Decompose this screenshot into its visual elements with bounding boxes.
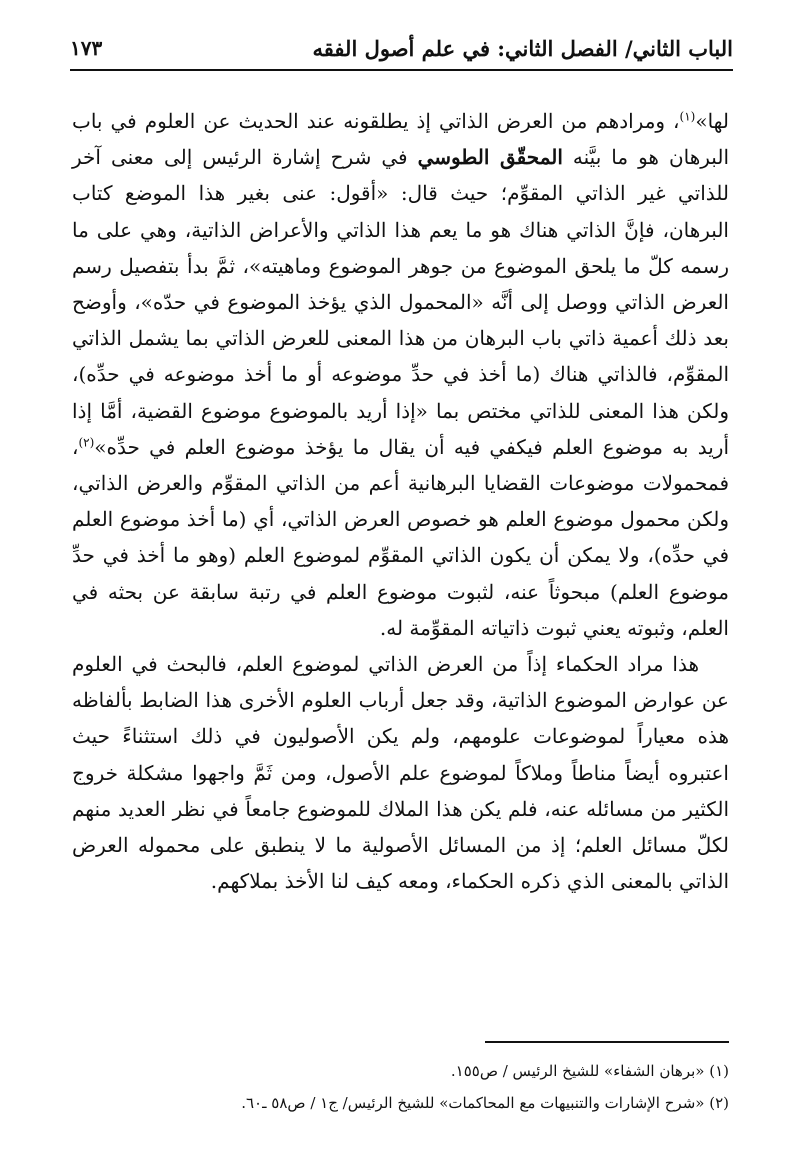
text-segment: ، ومرادهم من العرض الذاتي إذ يطلقونه عند الحديث عن العلوم في باب البرهان هو ما بيَّنه [72,109,729,170]
emphasized-name: المحقّق الطوسي [417,145,563,170]
footnote-2: (٢) «شرح الإشارات والتنبيهات مع المحاكمات» للشيخ الرئيس/ ج١ / ص٥٨ ـ٦٠. [241,1094,729,1112]
paragraph-2: هذا مراد الحكماء إذاً من العرض الذاتي لموضوع العلم، فالبحث في العلوم عن عوارض الموضوع الذاتية، وقد جعل أرباب العلوم الأخرى هذا الضابط بألفاظه هذه معياراً لموضوعات علومهم، ولم يكن الأصوليون في ذلك استثناءً حيث اعتبروه أيضاً مناطاً وملاكاً لموضوع علم الأصول، ومن ثَمَّ واجهوا مشكلة خروج الكثير من مسائله عنه، فلم يكن هذا الملاك للموضوع جامعاً في نظر العديد منهم لكلّ مسائل العلم؛ إذ من المسائل الأصولية ما لا ينطبق على محموله العرض الذاتي بالمعنى الذي ذكره الحكماء، ومعه كيف لنا الأخذ بملاكهم. [72,652,729,894]
footnote-1: (١) «برهان الشفاء» للشيخ الرئيس / ص١٥٥. [450,1062,729,1080]
text-segment: في شرح إشارة الرئيس إلى معنى آخر للذاتي غير الذاتي المقوِّم؛ حيث قال: «أقول: عنى بغير هذا الموضع كتاب البرهان، فإنَّ الذاتي هناك هو ما يعم هذا الذاتي والأعراض الذاتية، وهي على ما رسمه كلّ ما يلحق الموضوع من جوهر الموضوع وماهيته»، ثمَّ بدأ بتفصيل رسم العرض الذاتي ووصل إلى أنَّه «المحمول الذي يؤخذ الموضوع في حدّه»، وأوضح بعد ذلك أعمية ذاتي باب البرهان من هذا المعنى للعرض الذاتي بما يشمل الذاتي المقوِّم، فالذاتي هناك (ما أخذ في حدِّ موضوعه أو ما أخذ موضوعه في حدِّه)، ولكن هذا المعنى للذاتي مختص بما «إذا أريد بالموضوع موضوع القضية، أمَّا إذا أريد به موضوع العلم فيكفي فيه أن يقال ما يؤخذ موضوع العلم في حدِّه» [72,145,729,459]
footnotes [72,1055,729,1119]
page-header [70,28,733,68]
paragraph-1 [72,103,729,646]
header-divider [70,69,733,71]
footnote-divider [485,1041,729,1043]
running-title: الباب الثاني/ الفصل الثاني: في علم أصول الفقه [312,35,733,61]
main-text [72,103,729,899]
page-number: ١٧٣ [70,36,103,60]
text-segment: لها» [695,109,729,133]
footnote-ref-1: (١) [679,109,696,124]
footnote-ref-2: (٢) [78,435,95,450]
text-segment: ، فمحمولات موضوعات القضايا البرهانية أعم من الذاتي المقوِّم والعرض الذاتي، ولكن محمول موضوع العلم هو خصوص العرض الذاتي، أي (ما أخذ موضوع العلم في حدِّه)، ولا يمكن أن يكون الذاتي المقوِّم لموضوع العلم (وهو ما أخذ في حدِّ موضوع العلم) مبحوثاً عنه، لثبوت موضوع العلم في رتبة سابقة عن بحثه في العلم، وثبوته يعني ثبوت ذاتياته المقوِّمة له. [72,434,729,640]
